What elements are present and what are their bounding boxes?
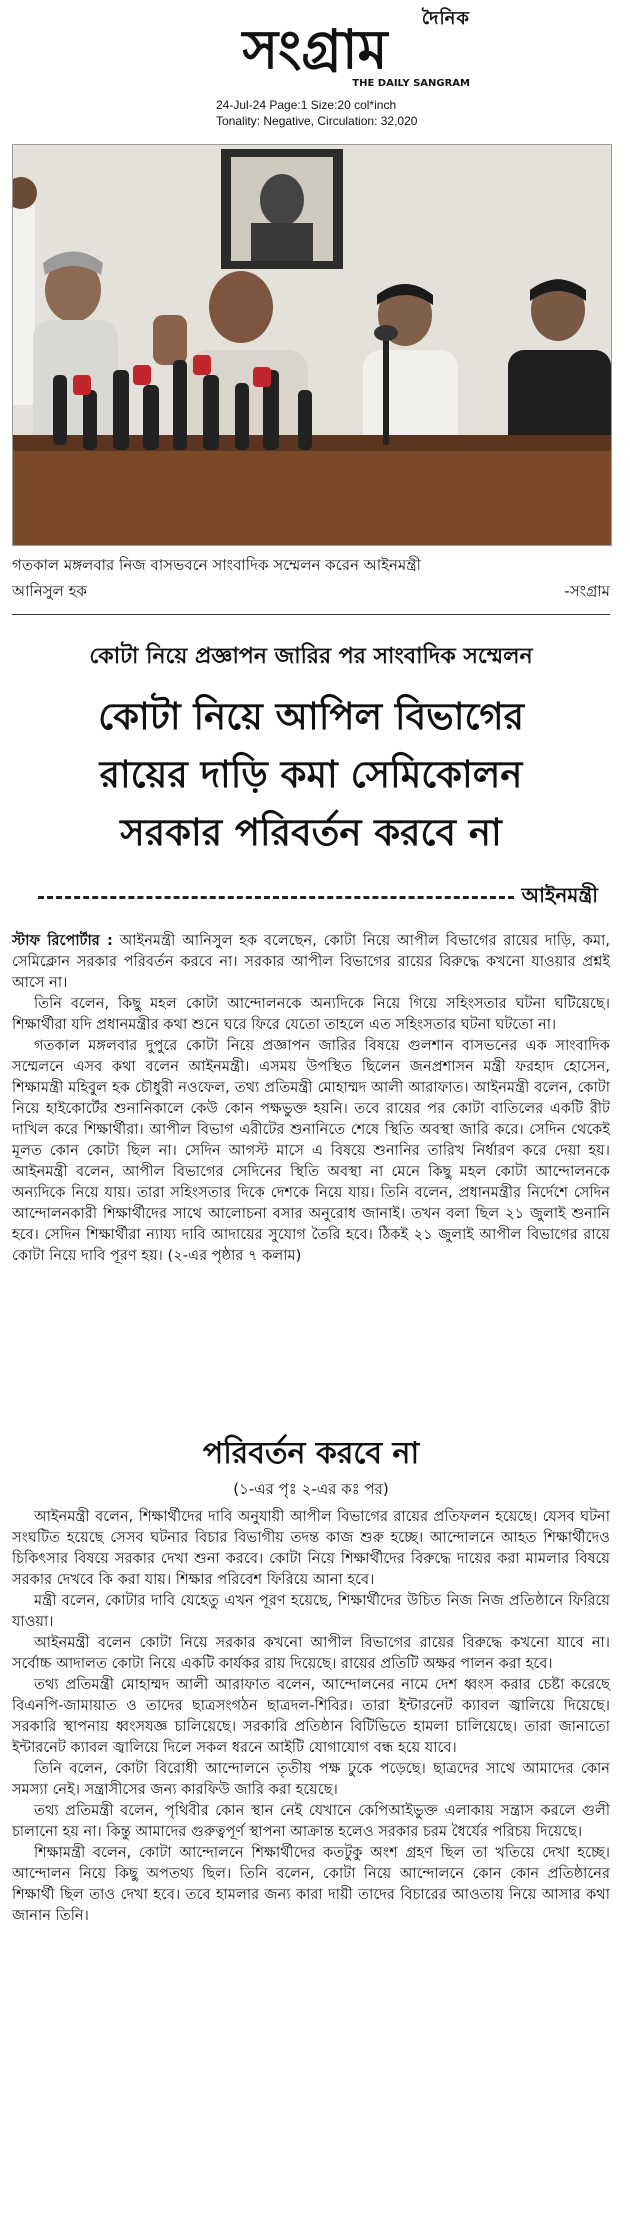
headline-line-3: সরকার পরিবর্তন করবে না <box>120 811 502 854</box>
caption-line-1: গতকাল মঙ্গলবার নিজ বাসভবনে সাংবাদিক সম্মেলন করেন আইনমন্ত্রী <box>12 556 421 574</box>
logo-title: সংগ্রাম <box>242 17 388 81</box>
clipping-meta-date-size: 24-Jul-24 Page:1 Size:20 col*inch <box>216 98 397 112</box>
paragraph-text: আইনমন্ত্রী আনিসুল হক বলেছেন, কোটা নিয়ে আপীল বিভাগের রায়ের দাড়ি, কমা, সেমিক্লোন সরকার পরিবর্তন করবে না। সরকার আপীল বিভাগের রায়ের বিরুদ্ধে কখনো যাওয়ার প্রশ্নই আসে না। <box>12 932 610 991</box>
article-headline <box>12 688 610 862</box>
continuation-note: (২-এর পৃষ্ঠার ৭ কলাম) <box>167 1247 302 1264</box>
clipping-meta-tonality: Tonality: Negative, Circulation: 32,020 <box>216 114 418 128</box>
paragraph: শিক্ষামন্ত্রী বলেন, কোটা আন্দোলনে শিক্ষার্থীদের কতটুকু অংশ গ্রহণ ছিল তা খতিয়ে দেখা হচ্ছে। আন্দোলন নিয়ে কিছু অপতথ্য ছিল। তিনি বলেন, কোটা নিয়ে আন্দোলনে কোন কোন প্রতিষ্ঠানের শিক্ষার্থী ছিল তাও দেখা হবে। তবে হামলার জন্য কারা দায়ী তাদের বিচারের আওতায় নিয়ে আসার কথা জানান তিনি। <box>12 1844 610 1924</box>
byline-row <box>38 880 598 914</box>
photo-illustration <box>13 145 611 545</box>
logo-english-name: THE DAILY SANGRAM <box>352 78 470 89</box>
continuation-headline: পরিবর্তন করবে না <box>202 1436 420 1471</box>
byline-dash-line <box>38 896 514 899</box>
photo-caption <box>12 552 610 608</box>
caption-line-2 <box>12 578 610 604</box>
continuation-source-note: (১-এর পৃঃ ২-এর কঃ পর) <box>233 1480 389 1498</box>
paragraph <box>12 1035 610 1266</box>
caption-credit: -সংগ্রাম <box>564 582 610 600</box>
paragraph: আইনমন্ত্রী বলেন কোটা নিয়ে সরকার কখনো আপীল বিভাগের রায়ের বিরুদ্ধে কখনো যাবে না। সর্বোচ্চ আদালত কোটা নিয়ে একটি কার্যকর রায় দিয়েছে। রায়ের প্রতিটি অক্ষর পালন করা হবে। <box>12 1634 610 1672</box>
paragraph: মন্ত্রী বলেন, কোটার দাবি যেহেতু এখন পূরণ হয়েছে, শিক্ষার্থীদের উচিত নিজ নিজ প্রতিষ্ঠানে ফিরিয়ে যাওয়া। <box>12 1592 610 1630</box>
newspaper-logo <box>150 4 480 94</box>
logo-daily-word: দৈনিক <box>421 8 470 29</box>
caption-name: আনিসুল হক <box>12 582 87 600</box>
press-conference-photo <box>12 144 612 546</box>
reporter-label: স্টাফ রিপোর্টার : <box>12 932 113 949</box>
article-body-part-2 <box>12 1506 610 1926</box>
divider <box>12 614 610 615</box>
paragraph <box>12 930 610 993</box>
paragraph-text: গতকাল মঙ্গলবার দুপুরে কোটা নিয়ে প্রজ্ঞাপন জারির বিষয়ে গুলশান বাসভনের এক সাংবাদিক সম্মেলনে এসব কথা বলেন আইনমন্ত্রী। এসময় উপস্থিত ছিলেন জনপ্রশাসন মন্ত্রী ফরহাদ হোসেন, শিক্ষামন্ত্রী মহিবুল হক চৌধুরী নওফেল, তথ্য প্রতিমন্ত্রী মোহাম্মদ আলী আরাফাত। আইনমন্ত্রী বলেন, কোটা নিয়ে হাইকোর্টের শুনানিকালে কেউ কোন পক্ষভুক্ত হয়নি। তবে রায়ের পর কোটা বাতিলের একটি রীট দাখিল করে শিক্ষার্থীরা। আপীল বিভাগ এরীটের শুনানিতে শেষে স্থিতি অবস্থা জারি করে। সেদিন থেকেই মূলত কোন কোটা ছিল না। সেদিন আগস্ট মাসে এ বিষয়ে শুনানির তারিখ নির্ধারণ করে দেয়া হয়। আইনমন্ত্রী বলেন, আপীল বিভাগের সেদিনের স্থিতি অবস্থা না মেনে কিছু মহল কোটা আন্দোলনকে অন্যদিকে নিয়ে যায়। তারা সহিংসতার দিকে দেশকে নিয়ে যায়। তিনি বলেন, প্রধানমন্ত্রীর নির্দেশে সেদিন আন্দোলনকারী শিক্ষার্থীদের সাথে আলোচনা বসার অনুরোধ জানাই। তখন বলা ছিল ২১ জুলাই শুনানি হবে। সেদিন শিক্ষার্থীরা ন্যায্য দাবি আদায়ের সুযোগ তৈরি হবে। ঠিকই ২১ জুলাই আপীল বিভাগের রায়ে কোটা নিয়ে দাবি পূরণ হয়। <box>12 1037 610 1264</box>
masthead <box>0 0 630 135</box>
paragraph: তথ্য প্রতিমন্ত্রী মোহাম্মদ আলী আরাফাত বলেন, আন্দোলনের নামে দেশ ধ্বংস করার চেষ্টা করেছে বিএনপি-জামায়াত ও তাদের ছাত্রসংগঠন ছাত্রদল-শিবির। তারা ইন্টারনেট ক্যাবল জ্বালিয়ে দিয়েছে। সরকারি স্থাপনায় ধ্বংসযজ্ঞ চালিয়েছে। সরকারি প্রতিষ্ঠান বিটিভিতে হামলা চালিয়েছে। তারা জানাতো ইন্টারনেট ক্যাবল জ্বালিয়ে দিলে সকল ধরনে আইটি যোগাযোগ বন্ধ হয়ে যাবে। <box>12 1676 610 1756</box>
paragraph: তথ্য প্রতিমন্ত্রী বলেন, পৃথিবীর কোন স্থান নেই যেখানে কেপিআইভুক্ত এলাকায় সন্ত্রাস করলে গুলী চালানো হয় না। কিন্তু আমাদের গুরুত্বপূর্ণ স্থাপনা আক্রান্ত হলেও সরকার চরম ধৈর্যের পরিচয় দিয়েছে। <box>12 1802 610 1840</box>
article-body-part-1 <box>12 930 610 1266</box>
article-kicker: কোটা নিয়ে প্রজ্ঞাপন জারির পর সাংবাদিক সম্মেলন <box>89 644 533 669</box>
paragraph: আইনমন্ত্রী বলেন, শিক্ষার্থীদের দাবি অনুযায়ী আপীল বিভাগের রায়ের প্রতিফলন হয়েছে। যেসব ঘটনা সংঘটিত হয়েছে সেসব ঘটনার বিচার বিভাগীয় তদন্ত কাজ শুরু হচ্ছে। আন্দোলনে আহত শিক্ষার্থীদেও চিকিৎসার বিষয়ে সরকার দেখা শুনা করবে। কোটা নিয়ে শিক্ষার্থীদের বিরুদ্ধে দায়ের করা মামলার বিষয়ে সরকার দেখবে কি করা যায়। শিক্ষার পরিবেশ ফিরিয়ে আনা হবে। <box>12 1508 610 1588</box>
paragraph: তিনি বলেন, কিছু মহল কোটা আন্দোলনকে অন্যদিকে নিয়ে গিয়ে সহিংসতার ঘটনা ঘটিয়েছে। শিক্ষার্থীরা যদি প্রধানমন্ত্রীর কথা শুনে ঘরে ফিরে যেতো তাহলে এত সহিংসতার ঘটনা ঘটতো না। <box>12 995 610 1033</box>
byline: আইনমন্ত্রী <box>521 882 598 907</box>
headline-line-1: কোটা নিয়ে আপিল বিভাগের <box>98 695 524 738</box>
paragraph: তিনি বলেন, কোটা বিরোধী আন্দোলনে তৃতীয় পক্ষ ঢুকে পড়েছে। ছাত্রদের সাথে আমাদের কোন সমস্যা নেই। সন্ত্রাসীসের জন্য কারফিউ জারি করা হয়েছে। <box>12 1760 610 1798</box>
headline-line-2: রায়ের দাড়ি কমা সেমিকোলন <box>99 753 523 796</box>
